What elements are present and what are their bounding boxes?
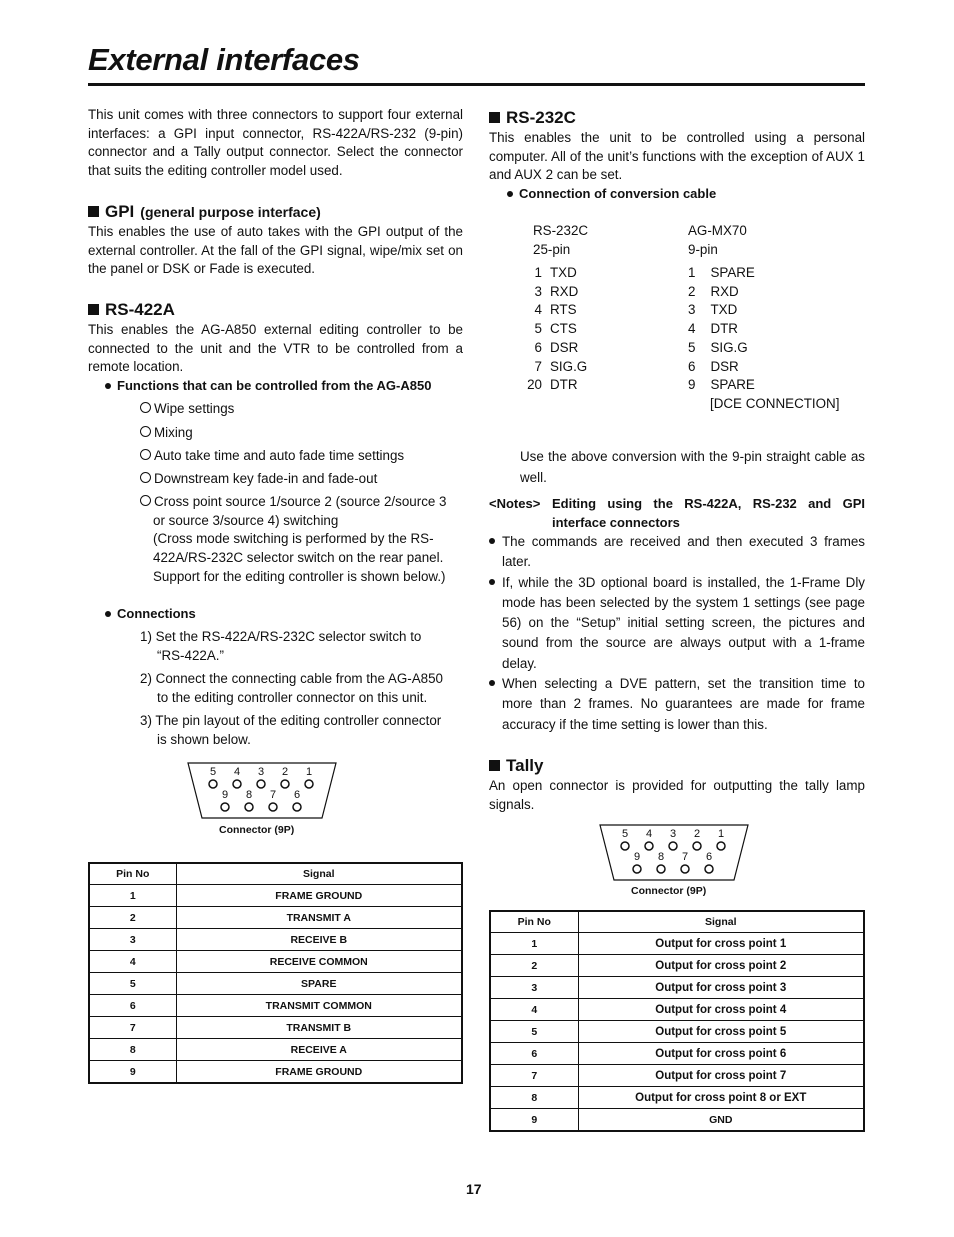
- notes-heading: [489, 494, 865, 532]
- agmx70-col-header: AG-MX70: [688, 223, 747, 238]
- pin-hole: [657, 865, 665, 873]
- header-cell: Pin No: [89, 863, 176, 885]
- pin-label: 1: [305, 766, 313, 778]
- signal-cell: RECEIVE B: [176, 929, 462, 951]
- intro-paragraph: This unit comes with three connectors to support four external interfaces: a GPI input connector, RS-422A/RS-232 (9-pin) connector and a Tally output connector. Select the connector that suits the editing controller model used.: [88, 107, 463, 178]
- pin-num: 5: [688, 339, 696, 355]
- pin-label: 9: [633, 851, 641, 863]
- functions-heading-text: Functions that can be controlled from the AG-A850: [117, 378, 432, 393]
- bullet-dot-icon: [507, 191, 513, 197]
- signal-cell: GND: [578, 1109, 864, 1132]
- gpi-heading-text: GPI: [105, 202, 135, 221]
- table-row: [490, 1087, 864, 1109]
- signal-name: RXD: [550, 283, 579, 299]
- notes-title-continued: interface connectors: [552, 515, 680, 530]
- signal-cell: TRANSMIT COMMON: [176, 995, 462, 1017]
- step-number: 3): [140, 713, 152, 728]
- square-bullet-icon: [489, 760, 500, 771]
- pin-hole: [233, 780, 241, 788]
- step-continued: “RS-422A.”: [157, 648, 224, 663]
- signal-cell: Output for cross point 2: [578, 955, 864, 977]
- rs422-text: This enables the AG-A850 external editing controller to be connected to the unit and the VTR to be controlled from a remote location.: [88, 322, 463, 375]
- rs232-col-header: RS-232C: [533, 223, 589, 238]
- connector-9p-diagram: [184, 760, 340, 822]
- pin-label: 6: [293, 789, 301, 801]
- signal-cell: FRAME GROUND: [176, 1061, 462, 1084]
- signal-name: CTS: [550, 321, 577, 337]
- table-row: [490, 1109, 864, 1132]
- pin-num: 3: [534, 283, 542, 299]
- note-item: [489, 532, 865, 573]
- pin-num: 6: [534, 339, 542, 355]
- function-continued: 422A/RS-232C selector switch on the rear panel.: [153, 550, 444, 565]
- signal-cell: Output for cross point 6: [578, 1043, 864, 1065]
- header-cell: Pin No: [490, 911, 578, 933]
- table-header-row: [89, 863, 462, 885]
- tally-heading: [489, 756, 543, 776]
- signal-name: DTR: [550, 377, 578, 393]
- bullet-dot-icon: [489, 538, 495, 544]
- function-continued: (Cross mode switching is performed by the RS-: [153, 531, 434, 546]
- circle-bullet-icon: [140, 449, 151, 460]
- signal-cell: RECEIVE A: [176, 1039, 462, 1061]
- pin-cell: 6: [89, 995, 176, 1017]
- pin-cell: 4: [490, 999, 578, 1021]
- step-text: Set the RS-422A/RS-232C selector switch to: [155, 629, 422, 644]
- pin-cell: 4: [89, 951, 176, 973]
- signal-name: RXD: [710, 283, 739, 299]
- step-text: The pin layout of the editing controller connector: [155, 713, 442, 728]
- pin-num: 6: [688, 358, 696, 374]
- page-number: 17: [466, 1181, 482, 1197]
- signal-name: SPARE: [710, 265, 755, 280]
- circle-bullet-icon: [140, 472, 151, 483]
- step-item: [140, 670, 443, 689]
- pin-num: 5: [534, 321, 542, 337]
- table-row: [490, 977, 864, 999]
- functions-heading: [105, 378, 431, 393]
- pin-hole: [633, 865, 641, 873]
- pin-label: 1: [717, 828, 725, 840]
- notes-label: <Notes>: [489, 496, 541, 511]
- note-text: If, while the 3D optional board is installed, the 1-Frame Dly mode has been selected by the system 1 settings (see page 56) on the “Setup” initial setting screen, the pictures and sound from the source are always output with a 1-frame delay.: [502, 574, 865, 671]
- pin-label: 7: [681, 851, 689, 863]
- title-rule: [88, 83, 865, 86]
- pin-cell: 3: [89, 929, 176, 951]
- step-number: 2): [140, 671, 152, 686]
- pin-label: 2: [281, 766, 289, 778]
- connections-heading: [105, 606, 196, 621]
- signal-cell: FRAME GROUND: [176, 885, 462, 907]
- signal-cell: Output for cross point 4: [578, 999, 864, 1021]
- function-label: Downstream key fade-in and fade-out: [154, 471, 378, 486]
- pin-cell: 3: [490, 977, 578, 999]
- table-row: [89, 885, 462, 907]
- signal-name: DTR: [710, 321, 738, 337]
- pin-cell: 2: [89, 907, 176, 929]
- pin-cell: 1: [490, 933, 578, 955]
- pin-cell: 1: [89, 885, 176, 907]
- step-continued: to the editing controller connector on this unit.: [157, 690, 428, 705]
- pin-hole: [293, 803, 301, 811]
- step-text: Connect the connecting cable from the AG-A850: [155, 671, 443, 686]
- pin-cell: 8: [89, 1039, 176, 1061]
- pin-num: 7: [534, 358, 542, 374]
- pin-cell: 6: [490, 1043, 578, 1065]
- rs232-heading: [489, 108, 576, 128]
- rs422-heading-text: RS-422A: [105, 300, 175, 319]
- pin-cell: 8: [490, 1087, 578, 1109]
- pin-hole: [621, 842, 629, 850]
- bullet-dot-icon: [105, 611, 111, 617]
- pin-label: 4: [233, 766, 241, 778]
- pin-label: 3: [669, 828, 677, 840]
- table-row: [89, 1017, 462, 1039]
- dce-connection-label: [DCE CONNECTION]: [710, 395, 840, 411]
- page-title: External interfaces: [88, 42, 360, 77]
- table-row: [490, 933, 864, 955]
- gpi-heading: [88, 202, 321, 222]
- table-row: [89, 995, 462, 1017]
- rs422-heading: [88, 300, 175, 320]
- circle-bullet-icon: [140, 426, 151, 437]
- signal-name: RTS: [550, 302, 577, 318]
- pin-label: 9: [221, 789, 229, 801]
- signal-name: DSR: [550, 339, 579, 355]
- signal-cell: RECEIVE COMMON: [176, 951, 462, 973]
- tally-heading-text: Tally: [506, 756, 544, 775]
- signal-cell: Output for cross point 8 or EXT: [578, 1087, 864, 1109]
- note-text: The commands are received and then executed 3 frames later.: [502, 534, 865, 570]
- pin-num: 2: [688, 283, 696, 299]
- pin-cell: 5: [490, 1021, 578, 1043]
- table-header-row: [490, 911, 864, 933]
- agmx70-col-subheader: 9-pin: [688, 242, 718, 257]
- signal-name: TXD: [550, 265, 577, 280]
- step-continued: is shown below.: [157, 732, 251, 747]
- connector-caption: Connector (9P): [631, 885, 707, 897]
- pin-hole: [669, 842, 677, 850]
- function-label: Mixing: [154, 425, 193, 440]
- pin-hole: [245, 803, 253, 811]
- table-row: [490, 955, 864, 977]
- pin-cell: 7: [490, 1065, 578, 1087]
- function-item: [140, 424, 193, 443]
- cable-heading: [507, 186, 716, 201]
- table-row: [490, 1043, 864, 1065]
- pin-hole: [705, 865, 713, 873]
- pin-label: 4: [645, 828, 653, 840]
- pin-hole: [305, 780, 313, 788]
- function-label: Cross point source 1/source 2 (source 2/source 3: [154, 494, 447, 509]
- pin-label: 2: [693, 828, 701, 840]
- step-item: [140, 712, 441, 731]
- square-bullet-icon: [489, 112, 500, 123]
- table-row: [89, 951, 462, 973]
- function-item: [140, 470, 377, 489]
- bullet-dot-icon: [489, 680, 495, 686]
- tally-text: An open connector is provided for outputting the tally lamp signals.: [489, 778, 865, 812]
- table-row: [89, 973, 462, 995]
- pin-label: 8: [245, 789, 253, 801]
- signal-cell: Output for cross point 5: [578, 1021, 864, 1043]
- pin-hole: [717, 842, 725, 850]
- note-item: [489, 573, 865, 674]
- signal-name: SIG.G: [710, 339, 748, 355]
- pin-hole: [281, 780, 289, 788]
- function-label: Auto take time and auto fade time settings: [154, 448, 405, 463]
- rs232-text: This enables the unit to be controlled using a personal computer. All of the unit’s functions with the exception of AUX 1 and AUX 2 can be set.: [489, 130, 865, 183]
- pin-label: 5: [621, 828, 629, 840]
- connector-caption: Connector (9P): [219, 824, 295, 836]
- pin-hole: [693, 842, 701, 850]
- pin-hole: [645, 842, 653, 850]
- pin-num: 20: [527, 377, 542, 393]
- pin-cell: 9: [490, 1109, 578, 1132]
- conversion-note: Use the above conversion with the 9-pin straight cable as well.: [520, 449, 865, 485]
- function-item: [140, 447, 404, 466]
- pin-cell: 7: [89, 1017, 176, 1039]
- pin-label: 7: [269, 789, 277, 801]
- tally-pin-table: [489, 910, 865, 1132]
- pin-num: 1: [688, 265, 696, 280]
- table-row: [89, 929, 462, 951]
- notes-title: Editing using the RS-422A, RS-232 and GPI: [552, 496, 865, 511]
- bullet-dot-icon: [489, 579, 495, 585]
- pin-num: 4: [688, 321, 696, 337]
- rs232-heading-text: RS-232C: [506, 108, 576, 127]
- circle-bullet-icon: [140, 495, 151, 506]
- rs422-pin-table: [88, 862, 463, 1084]
- signal-name: SIG.G: [550, 358, 588, 374]
- cable-heading-text: Connection of conversion cable: [519, 186, 717, 201]
- pin-hole: [681, 865, 689, 873]
- step-number: 1): [140, 629, 152, 644]
- gpi-subheading: (general purpose interface): [140, 204, 321, 220]
- signal-name: TXD: [710, 302, 738, 318]
- pin-cell: 5: [89, 973, 176, 995]
- signal-name: DSR: [710, 358, 739, 374]
- table-row: [89, 1061, 462, 1084]
- pin-hole: [221, 803, 229, 811]
- signal-cell: Output for cross point 7: [578, 1065, 864, 1087]
- signal-cell: Output for cross point 3: [578, 977, 864, 999]
- table-row: [490, 1021, 864, 1043]
- table-row: [490, 999, 864, 1021]
- pin-label: 6: [705, 851, 713, 863]
- signal-cell: TRANSMIT A: [176, 907, 462, 929]
- pin-hole: [269, 803, 277, 811]
- notes-list: [489, 532, 865, 735]
- signal-cell: SPARE: [176, 973, 462, 995]
- function-item: [140, 493, 447, 512]
- connector-9p-diagram: [596, 822, 752, 884]
- pin-hole: [209, 780, 217, 788]
- pin-cell: 9: [89, 1061, 176, 1084]
- square-bullet-icon: [88, 304, 99, 315]
- pin-num: 1: [534, 265, 542, 280]
- table-row: [89, 1039, 462, 1061]
- step-item: [140, 628, 421, 647]
- gpi-text: This enables the use of auto takes with the GPI output of the external controller. At the fall of the GPI signal, wipe/mix set on the panel or DSK or Fade is executed.: [88, 224, 463, 277]
- pin-label: 8: [657, 851, 665, 863]
- note-item: [489, 674, 865, 735]
- signal-name: SPARE: [710, 377, 755, 393]
- signal-cell: TRANSMIT B: [176, 1017, 462, 1039]
- function-continued: Support for the editing controller is shown below.): [153, 569, 446, 584]
- note-text: When selecting a DVE pattern, set the transition time to more than 2 frames. No guarantees are made for frame accuracy if the time setting is lower than this.: [502, 676, 865, 732]
- pin-num: 3: [688, 302, 696, 318]
- pin-num: 4: [534, 302, 542, 318]
- header-cell: Signal: [176, 863, 462, 885]
- pin-num: 9: [688, 377, 696, 393]
- function-label: Wipe settings: [154, 401, 235, 416]
- circle-bullet-icon: [140, 402, 151, 413]
- function-continued: or source 3/source 4) switching: [153, 513, 339, 528]
- header-cell: Signal: [578, 911, 864, 933]
- pin-label: 3: [257, 766, 265, 778]
- connections-heading-text: Connections: [117, 606, 196, 621]
- pin-hole: [257, 780, 265, 788]
- square-bullet-icon: [88, 206, 99, 217]
- table-row: [89, 907, 462, 929]
- rs232-col-subheader: 25-pin: [533, 242, 571, 257]
- bullet-dot-icon: [105, 383, 111, 389]
- function-item: [140, 400, 234, 419]
- pin-cell: 2: [490, 955, 578, 977]
- table-row: [490, 1065, 864, 1087]
- signal-cell: Output for cross point 1: [578, 933, 864, 955]
- pin-label: 5: [209, 766, 217, 778]
